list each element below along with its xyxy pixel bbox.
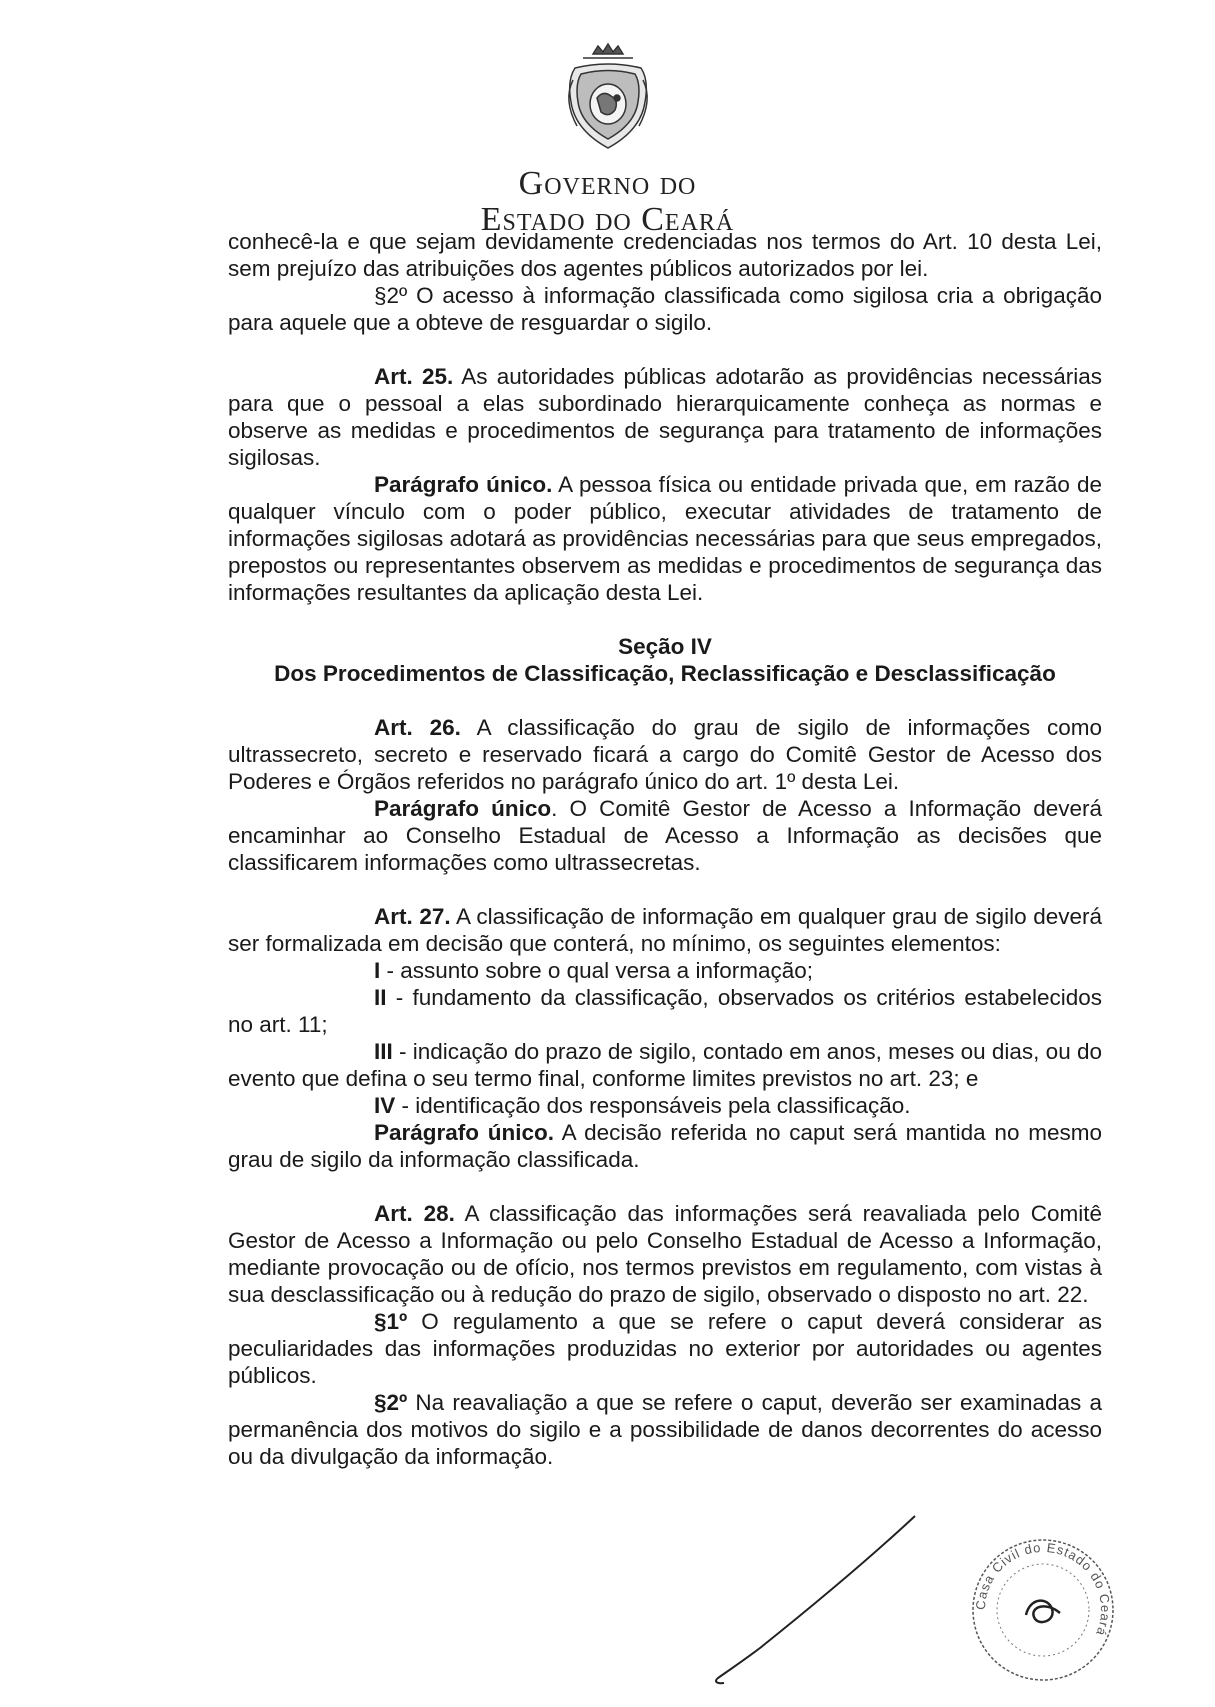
article-26: Art. 26. A classificação do grau de sigilo de informações como ultrassecreto, secreto e reservado ficará a cargo do Comitê Gestor de Acesso dos Poderes e Órgãos referidos no parágrafo único do art. 1º desta Lei. [228,715,1102,794]
signature-mark [700,1508,930,1688]
coat-of-arms-icon [553,40,663,160]
spacer [228,876,1102,903]
paragraph: §2º O acesso à informação classificada como sigilosa cria a obrigação para aquele que a obteve de resguardar o sigilo. [228,283,1102,335]
article-27-item-4: IV - identificação dos responsáveis pela classificação. [374,1093,911,1118]
article-27-item-3: III - indicação do prazo de sigilo, contado em anos, meses ou dias, ou do evento que defina o seu termo final, conforme limites previstos no art. 23; e [228,1039,1102,1091]
article-25-sole-paragraph: Parágrafo único. A pessoa física ou entidade privada que, em razão de qualquer vínculo com o poder público, executar atividades de tratamento de informações sigilosas adotará as providências necessárias para que seus empregados, prepostos ou representantes observem as medidas e procedimentos de segurança das informações resultantes da aplicação desta Lei. [228,472,1102,605]
spacer [228,687,1102,714]
article-28-paragraph-2: §2º Na reavaliação a que se refere o caput, deverão ser examinadas a permanência dos motivos do sigilo e a possibilidade de danos decorrentes do acesso ou da divulgação da informação. [228,1390,1102,1469]
section-subtitle: Dos Procedimentos de Classificação, Reclassificação e Desclassificação [274,661,1056,686]
spacer [228,1173,1102,1200]
article-27: Art. 27. A classificação de informação em qualquer grau de sigilo deverá ser formalizada em decisão que conterá, no mínimo, os seguintes elementos: [228,904,1103,956]
paragraph: conhecê-la e que sejam devidamente credenciadas nos termos do Art. 10 desta Lei, sem prejuízo das atribuições dos agentes públicos autorizados por lei. [228,229,1102,281]
article-28-paragraph-1: §1º O regulamento a que se refere o caput deverá considerar as peculiaridades das informações produzidas no exterior por autoridades ou agentes públicos. [228,1309,1102,1388]
article-27-sole-paragraph: Parágrafo único. A decisão referida no caput será mantida no mesmo grau de sigilo da informação classificada. [228,1120,1102,1172]
article-25: Art. 25. As autoridades públicas adotarão as providências necessárias para que o pessoal a elas subordinado hierarquicamente conheça as normas e observe as medidas e procedimentos de segurança para tratamento de informações sigilosas. [228,364,1102,470]
letterhead-line-2: Estado do Ceará [480,201,735,238]
article-27-item-1: I - assunto sobre o qual versa a informação; [374,958,813,983]
article-28: Art. 28. A classificação das informações será reavaliada pelo Comitê Gestor de Acesso a Informação ou pelo Conselho Estadual de Acesso a Informação, mediante provocação ou de ofício, nos termos previstos em regulamento, com vistas à sua desclassificação ou à redução do prazo de sigilo, observado o disposto no art. 22. [228,1201,1103,1307]
article-27-item-2: II - fundamento da classificação, observados os critérios estabelecidos no art. 11; [228,985,1102,1037]
letterhead [0,40,1215,238]
article-26-sole-paragraph: Parágrafo único. O Comitê Gestor de Acesso a Informação deverá encaminhar ao Conselho Estadual de Acesso a Informação as decisões que classificarem informações como ultrassecretas. [228,796,1102,875]
spacer [228,606,1102,633]
spacer [228,336,1102,363]
svg-text:Casa Civil do Estado do Ceará [973,1540,1113,1639]
official-stamp [968,1535,1118,1685]
section-title: Seção IV [618,634,712,659]
stamp-text: Casa Civil do Estado do Ceará [972,1539,1114,1639]
document-body [228,228,1102,1470]
letterhead-line-1: Governo do [518,165,697,202]
